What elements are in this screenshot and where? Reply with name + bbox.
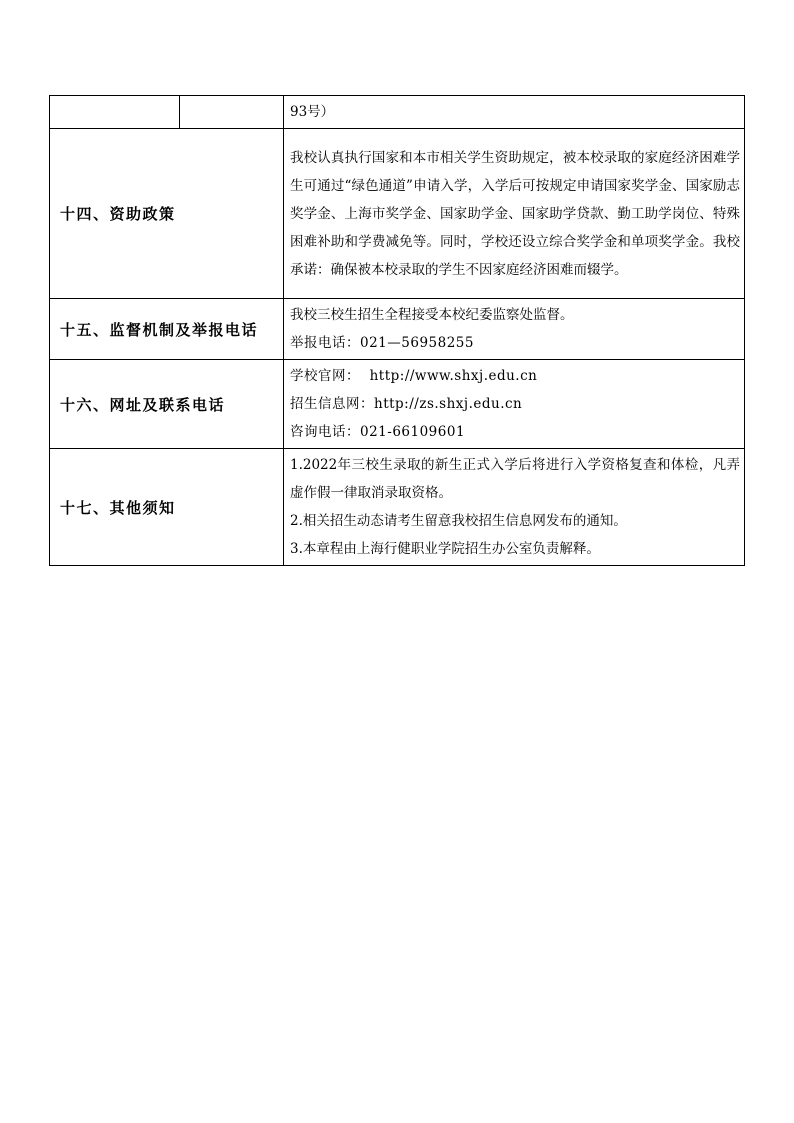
note-item-2: 2.相关招生动态请考生留意我校招生信息网发布的通知。 (290, 513, 627, 529)
table-row-continuation (50, 96, 745, 129)
supervision-cell (284, 299, 745, 360)
table-row-other-notes (50, 449, 745, 566)
financial-aid-cell (284, 129, 745, 299)
consult-phone-text: 咨询电话：021-66109601 (290, 424, 466, 440)
address-continuation-cell (284, 96, 745, 129)
heading-financial-aid: 十四、资助政策 (50, 129, 284, 299)
school-website-text: 学校官网： http://www.shxj.edu.cn (290, 368, 538, 384)
heading-contact: 十六、网址及联系电话 (50, 360, 284, 449)
report-phone-text: 举报电话：021—56958255 (290, 335, 474, 351)
empty-cell-b (180, 96, 284, 129)
admissions-website-text: 招生信息网：http://zs.shxj.edu.cn (290, 396, 523, 412)
financial-aid-text: 我校认真执行国家和本市相关学生资助规定，被本校录取的家庭经济困难学生可通过“绿色通道”申请入学，入学后可按规定申请国家奖学金、国家励志奖学金、上海市奖学金、国家助学金、国家助学贷款、勤工助学岗位、特殊困难补助和学费减免等。同时，学校还设立综合奖学金和单项奖学金。我校承诺：确保被本校录取的学生不因家庭经济困难而辍学。 (290, 149, 740, 278)
table-row-financial-aid (50, 129, 745, 299)
other-notes-cell (284, 449, 745, 566)
admissions-info-table (49, 95, 745, 566)
table-row-supervision (50, 299, 745, 360)
heading-supervision: 十五、监督机制及举报电话 (50, 299, 284, 360)
note-item-1: 1.2022年三校生录取的新生正式入学后将进行入学资格复查和体检，凡弄虚作假一律取消录取资格。 (290, 457, 740, 501)
table-row-contact (50, 360, 745, 449)
note-item-3: 3.本章程由上海行健职业学院招生办公室负责解释。 (290, 541, 600, 557)
contact-cell (284, 360, 745, 449)
empty-cell-a (50, 96, 180, 129)
address-continuation-text: 93号） (290, 104, 335, 120)
heading-other-notes: 十七、其他须知 (50, 449, 284, 566)
supervision-text: 我校三校生招生全程接受本校纪委监察处监督。 (290, 307, 574, 323)
